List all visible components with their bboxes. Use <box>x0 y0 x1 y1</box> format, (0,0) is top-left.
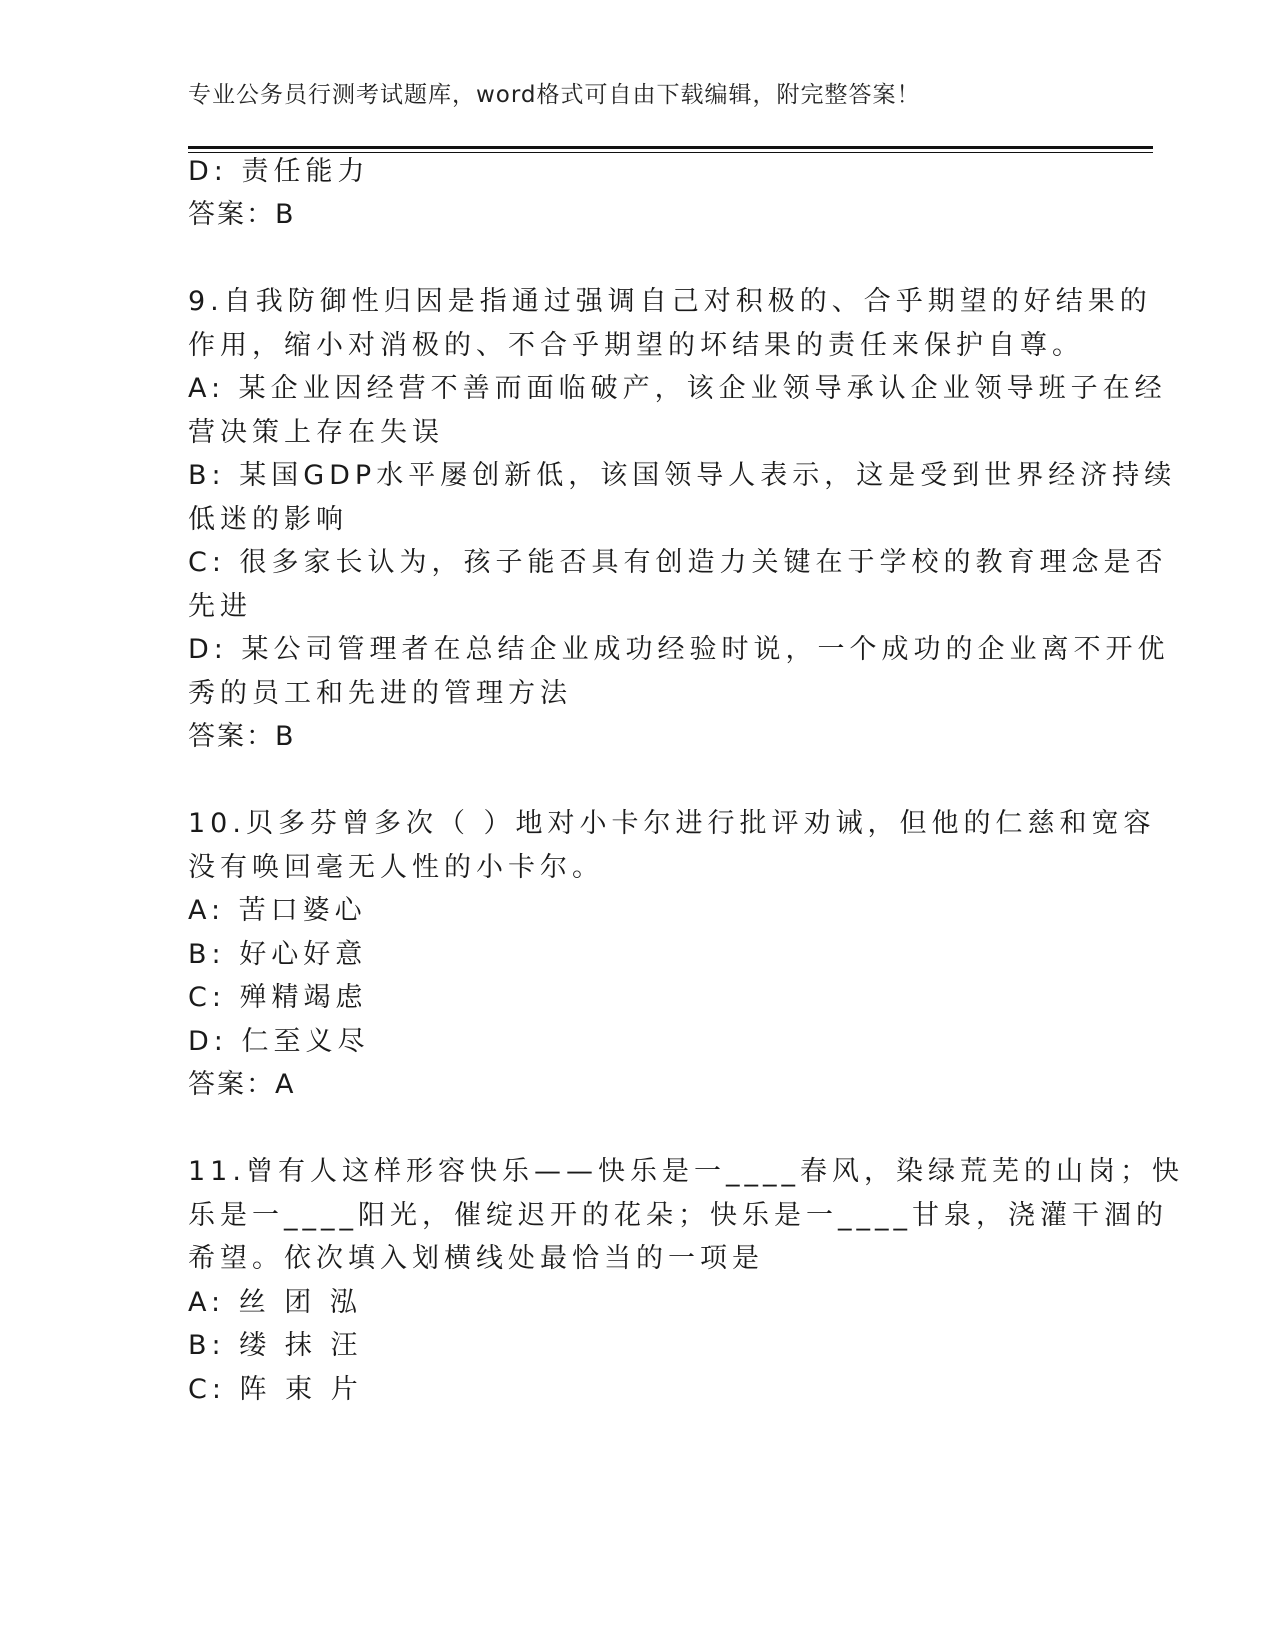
option-d-q8: D: 责任能力 <box>188 156 370 187</box>
option-b-q11: B: 缕 抹 汪 <box>188 1330 363 1361</box>
question-11-line-1: 11.曾有人这样形容快乐——快乐是一____春风，染绿荒芜的山岗；快 <box>188 1156 1184 1187</box>
option-a-q10: A: 苦口婆心 <box>188 895 367 926</box>
question-11-line-2: 乐是一____阳光，催绽迟开的花朵；快乐是一____甘泉，浇灌干涸的 <box>188 1200 1168 1231</box>
question-9-line-1: 9.自我防御性归因是指通过强调自己对积极的、合乎期望的好结果的 <box>188 286 1152 317</box>
option-b-q9-line-2: 低迷的影响 <box>188 504 348 535</box>
option-c-q9-line-2: 先进 <box>188 591 252 622</box>
question-11-line-3: 希望。依次填入划横线处最恰当的一项是 <box>188 1243 764 1274</box>
question-10-line-2: 没有唤回毫无人性的小卡尔。 <box>188 852 604 883</box>
page-header: 专业公务员行测考试题库，word格式可自由下载编辑，附完整答案！ <box>188 82 921 108</box>
answer-q9: 答案：B <box>188 721 296 752</box>
option-d-q10: D: 仁至义尽 <box>188 1026 370 1057</box>
option-d-q9-line-1: D: 某公司管理者在总结企业成功经验时说，一个成功的企业离不开优 <box>188 634 1170 665</box>
option-b-q10: B: 好心好意 <box>188 939 368 970</box>
option-c-q11: C: 阵 束 片 <box>188 1374 363 1405</box>
answer-q8: 答案：B <box>188 199 296 230</box>
option-a-q11: A: 丝 团 泓 <box>188 1287 362 1318</box>
question-10-line-1: 10.贝多芬曾多次（ ）地对小卡尔进行批评劝诫，但他的仁慈和宽容 <box>188 808 1156 839</box>
question-9-line-2: 作用，缩小对消极的、不合乎期望的坏结果的责任来保护自尊。 <box>188 330 1084 361</box>
option-a-q9-line-1: A: 某企业因经营不善而面临破产，该企业领导承认企业领导班子在经 <box>188 373 1167 404</box>
option-c-q9-line-1: C: 很多家长认为，孩子能否具有创造力关键在于学校的教育理念是否 <box>188 547 1168 578</box>
header-divider <box>188 146 1153 153</box>
option-c-q10: C: 殚精竭虑 <box>188 982 368 1013</box>
option-b-q9-line-1: B: 某国GDP水平屡创新低，该国领导人表示，这是受到世界经济持续 <box>188 460 1177 491</box>
option-a-q9-line-2: 营决策上存在失误 <box>188 417 444 448</box>
option-d-q9-line-2: 秀的员工和先进的管理方法 <box>188 678 572 709</box>
answer-q10: 答案：A <box>188 1069 296 1100</box>
